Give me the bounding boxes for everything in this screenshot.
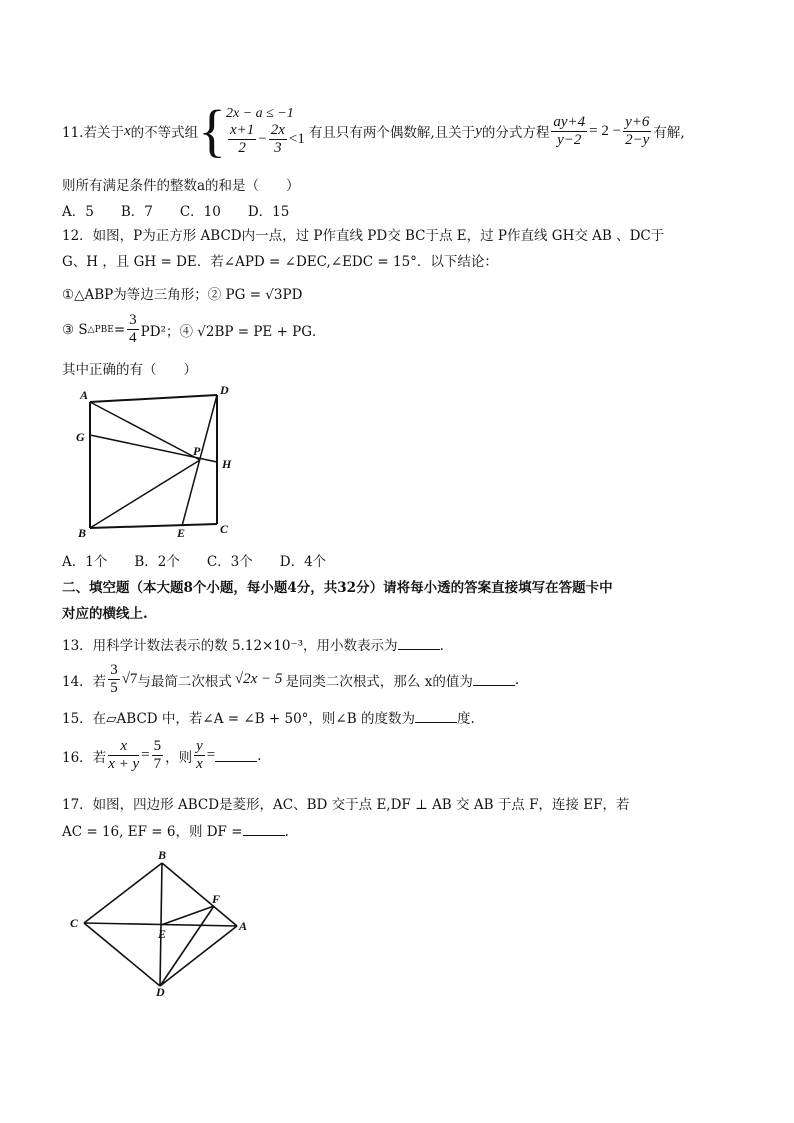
q12-choices: A．1个 B．2个 C．3个 D．4个 xyxy=(62,554,327,570)
q12-label-A: A xyxy=(80,388,89,402)
q11-f2-num: 2x xyxy=(270,121,285,138)
q16-mid: ，则 xyxy=(165,749,193,766)
q17-line2 xyxy=(62,820,289,840)
q17-end: . xyxy=(284,824,289,840)
q12-c3-eq: = xyxy=(113,321,126,338)
q12-conclusion-1-2: ①△ABP为等边三角形；② PG = √3PD xyxy=(62,287,303,303)
q16-f3-den: x xyxy=(196,756,203,772)
q14-post: 是同类二次根式，那么 x的值为 xyxy=(285,673,473,690)
q12-label-P: P xyxy=(193,444,201,458)
q11-f1-den: 2 xyxy=(238,139,246,156)
q11-var-x: x xyxy=(123,122,131,139)
q13-text: 13．用科学计数法表示的数 5.12×10⁻³，用小数表示为 xyxy=(62,638,398,654)
q15-blank[interactable] xyxy=(415,710,457,723)
q13 xyxy=(62,634,444,654)
q12-square-figure xyxy=(62,380,242,540)
section2-heading-line2: 对应的横线上. xyxy=(62,606,148,622)
q11-system xyxy=(226,106,305,157)
q12-label-D: D xyxy=(220,383,229,397)
q14-den: 5 xyxy=(110,680,118,696)
q16-f1-den: x + y xyxy=(108,756,140,772)
q14-radical: √2x − 5 xyxy=(234,671,283,687)
q12-label-E: E xyxy=(177,526,186,540)
q14-end: . xyxy=(514,671,520,688)
q15-text: 15．在▱ABCD 中，若∠A = ∠B + 50°，则∠B 的度数为 xyxy=(62,711,415,727)
q12-c3-pre: ③ S xyxy=(62,321,88,338)
q14-sqrt7: √7 xyxy=(121,671,138,687)
q11-mid: 的不等式组 xyxy=(130,125,199,141)
q16-f1-num: x xyxy=(108,738,139,756)
q11-line2: 则所有满足条件的整数a的和是（ ） xyxy=(62,178,300,194)
q14-mid: 与最简二次根式 xyxy=(137,673,232,690)
q11-ineq1: 2x − a ≤ −1 xyxy=(226,105,294,121)
q11-eq-rhs-num: y+6 xyxy=(625,113,650,130)
q11-eq-lhs-den: y−2 xyxy=(557,131,582,148)
q12-line1: 12．如图，P为正方形 ABCD内一点，过 P作直线 PD交 BC于点 E，过 P作直线 GH交 AB 、DC于 xyxy=(62,228,665,244)
q11-line1 xyxy=(62,100,685,162)
q12-label-G: G xyxy=(76,430,85,444)
q17-label-A: A xyxy=(239,919,248,933)
q17-line1: 17．如图，四边形 ABCD是菱形，AC、BD 交于点 E,DF ⊥ AB 交 AB 于点 F，连接 EF，若 xyxy=(62,797,630,813)
q16-blank[interactable] xyxy=(215,749,257,762)
q12-c3-den: 4 xyxy=(129,330,137,346)
q16-eq: = xyxy=(141,747,150,763)
q11-eq-mid: = 2 − xyxy=(589,122,622,139)
q17-label-B: B xyxy=(158,848,167,862)
q11-f2-den: 3 xyxy=(274,139,282,156)
section2-heading: 二、填空题（本大题8个小题，每小题4分，共32分）请将每小透的答案直接填写在答题卡中 xyxy=(62,580,613,596)
q16-pre: 16．若 xyxy=(62,749,107,766)
q12-label-H: H xyxy=(222,457,232,471)
q17-line2-text: AC = 16, EF = 6，则 DF = xyxy=(62,824,243,840)
q16-f2-den: 7 xyxy=(153,756,162,772)
q12-c3-post: PD²；④ √2BP = PE + PG． xyxy=(140,323,326,340)
q14-num: 3 xyxy=(110,662,118,678)
q11-prefix: 11.若关于 xyxy=(62,125,124,141)
q11-ineq2 xyxy=(226,122,305,157)
q16-f3-num: y xyxy=(196,738,203,754)
q17-label-C: C xyxy=(70,916,79,930)
q12-line2: G、H ，且 GH = DE．若∠APD = ∠DEC,∠EDC = 15°．以下结论： xyxy=(62,254,498,270)
q15 xyxy=(62,707,475,727)
q14 xyxy=(62,662,519,697)
q11-choices: A．5 B．7 C．10 D．15 xyxy=(62,204,290,220)
q17-blank[interactable] xyxy=(243,823,285,836)
q14-blank[interactable] xyxy=(473,673,515,686)
q11-var-y: y xyxy=(475,122,482,139)
q16 xyxy=(62,738,262,773)
q11-eq-lhs-num: ay+4 xyxy=(553,113,586,130)
q11-rhs: <1 xyxy=(288,130,305,147)
q11-eq-rhs-den: 2−y xyxy=(625,131,650,148)
q16-f2-num: 5 xyxy=(153,738,162,754)
q11-brace: { xyxy=(198,98,226,163)
q13-end: . xyxy=(439,638,444,654)
q16-end: . xyxy=(257,747,262,764)
q11-cond: 有且只有两个偶数解,且关于 xyxy=(308,125,476,141)
q12-conclusion-3-4 xyxy=(62,312,326,347)
q17-label-E: E xyxy=(158,927,167,941)
q16-eq2: = xyxy=(206,747,216,763)
q12-label-C: C xyxy=(220,522,229,536)
q17-rhombus-figure xyxy=(62,848,262,998)
q14-pre: 14．若 xyxy=(62,673,107,690)
q12-c3-num: 3 xyxy=(129,312,137,328)
q11-minus: − xyxy=(258,130,267,147)
q12-label-B: B xyxy=(78,526,87,540)
q11-f1-num: x+1 xyxy=(230,121,255,138)
q11-eq-end: 有解, xyxy=(653,125,685,141)
q12-c3-sub: △PBE xyxy=(87,324,114,335)
q15-end: 度. xyxy=(456,711,475,727)
q11-eq-text: 的分式方程 xyxy=(481,125,550,141)
q12-question: 其中正确的有（ ） xyxy=(62,362,197,378)
q17-label-F: F xyxy=(212,892,221,906)
q17-label-D: D xyxy=(156,985,165,998)
q13-blank[interactable] xyxy=(398,637,440,650)
